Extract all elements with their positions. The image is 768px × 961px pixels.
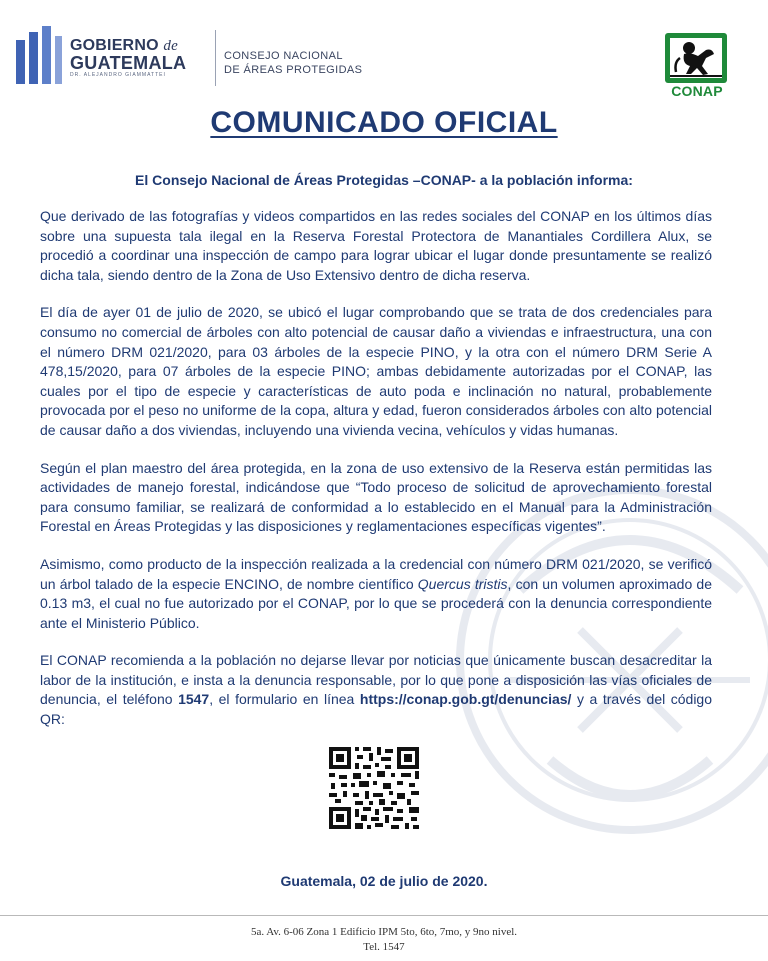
conap-logo: CONAP [663,33,731,99]
paragraph-4: Asimismo, como producto de la inspección realizada a la credencial con número DRM 021/2020, se verificó un árbol talado de la especie ENCINO, de nombre científico Quercus tristis, con un volumen aproximado de 0.13 m3, el cual no fue autorizado por el CONAP, por lo que se procederá con la denuncia correspondiente ante el Ministerio Público. [40,555,712,631]
government-logo-icon [16,26,62,88]
paragraph-1: Que derivado de las fotografías y videos compartidos en las redes sociales del CONAP en los últimos días sobre una supuesta tala ilegal en la Reserva Forestal Protectora de Manantiales Cordillera Alux, se procedió a coordinar una inspección de campo para lograr ubicar el lugar donde presuntamente se realizó dicha tala, siendo dentro de la Zona de Uso Extensivo dentro de dicha reserva. [40,208,712,283]
phone-number: 1547 [178,691,210,708]
document-title: COMUNICADO OFICIAL [210,106,558,139]
document-subtitle: El Consejo Nacional de Áreas Protegidas –CONAP- a la población informa: [135,172,633,188]
letterhead [0,0,768,105]
qr-code-icon[interactable] [327,745,421,831]
species-name: Quercus tristis [417,575,508,592]
council-name: CONSEJO NACIONAL DE ÁREAS PROTEGIDAS [224,50,363,76]
header-divider [215,30,216,86]
paragraph-5: El CONAP recomienda a la población no dejarse llevar por noticias que únicamente buscan desacreditar la labor de la institución, e insta a la denuncia responsable, por lo que pone a disposición las vías oficiales de denuncia, el teléfono 1547, el formulario en línea https://conap.gob.gt/denuncias/ y a través del código QR: [40,652,713,728]
footer-address: 5a. Av. 6-06 Zona 1 Edificio IPM 5to, 6to, 7mo, y 9no nivel. [250,926,518,938]
monkey-icon [670,38,722,78]
paragraph-2: El día de ayer 01 de julio de 2020, se ubicó el lugar comprobando que se trata de dos credenciales para consumo no comercial de árboles con alto potencial de causar daño a viviendas e infraestructura, una con el número DRM 021/2020, para 03 árboles de la especie PINO, y la otra con el número DRM Serie A 478,15/2020, para 07 árboles de la especie PINO; ambas debidamente autorizadas por el CONAP, las cuales por el tipo de especie y características de auto poda e inclinación no natural, probablemente provocada por el peso no uniforme de la copa, altura y edad, fueron considerados árboles con alto potencial de causar daño a dos viviendas, incluyendo una vivienda vecina, vehículos y vidas humanas. [40,304,712,438]
document-body [40,207,712,748]
closing-date: Guatemala, 02 de julio de 2020. [280,873,488,889]
footer [0,925,768,955]
paragraph-3: Según el plan maestro del área protegida, en la zona de uso extensivo de la Reserva están permitidas las actividades de manejo forestal, indicándose que “Todo proceso de solicitud de aprovechamiento forestal para consumo familiar, se realizará de conformidad a lo establecido en el Manual para la Administración Forestal en Áreas Protegidas y las disposiciones y reglamentaciones específicas vigentes”. [40,459,712,535]
footer-phone: Tel. 1547 [363,941,405,953]
footer-divider [0,915,768,916]
government-wordmark: GOBIERNO de GUATEMALA DR. ALEJANDRO GIAMMATTEI [70,37,187,78]
complaint-url[interactable]: https://conap.gob.gt/denuncias/ [359,691,572,708]
